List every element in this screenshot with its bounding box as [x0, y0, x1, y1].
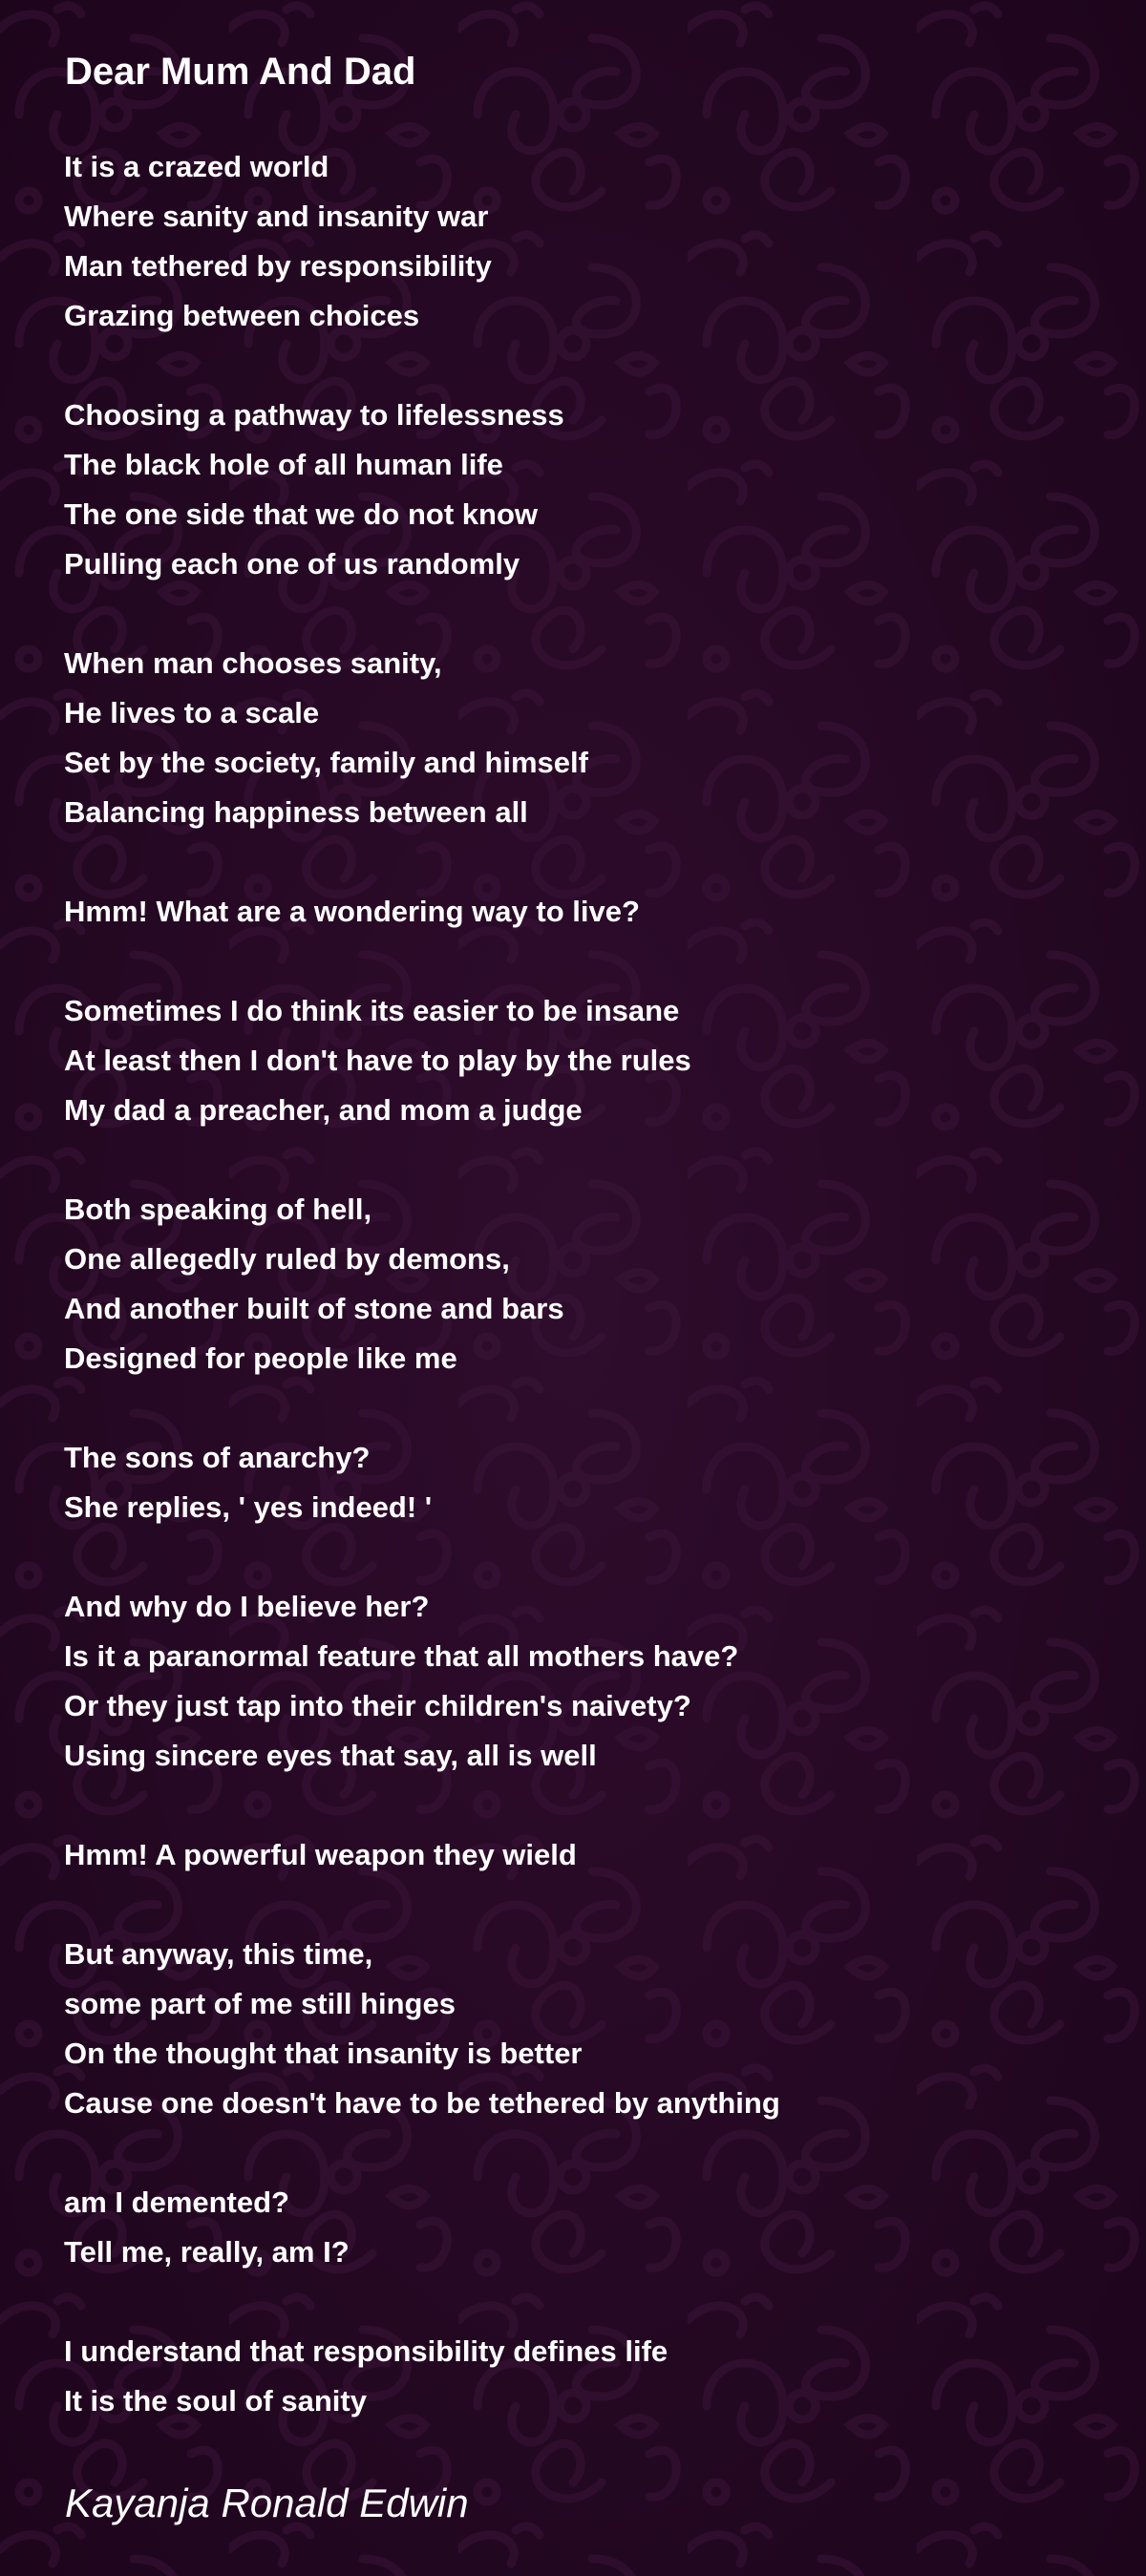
poem-line: Where sanity and insanity war	[64, 200, 489, 233]
poem-line: some part of me still hinges	[64, 1987, 456, 2020]
poem-line: The black hole of all human life	[64, 448, 503, 481]
poem-stanza	[64, 2178, 1095, 2277]
poem-stanza	[64, 986, 1095, 1135]
poem-line: Both speaking of hell,	[64, 1193, 372, 1226]
poem-line: Pulling each one of us randomly	[64, 547, 520, 581]
poem-line: It is a crazed world	[64, 150, 329, 183]
poem-line: She replies, ' yes indeed! '	[64, 1490, 433, 1524]
poem-line: Hmm! A powerful weapon they wield	[64, 1838, 577, 1871]
poem-line: On the thought that insanity is better	[64, 2037, 583, 2070]
poem-stanza	[64, 1582, 1095, 1781]
poem-line: Or they just tap into their children's naivety?	[64, 1689, 691, 1722]
poem-line: But anyway, this time,	[64, 1937, 373, 1971]
poem-line: Sometimes I do think its easier to be insane	[64, 994, 680, 1027]
poem-line: And why do I believe her?	[64, 1590, 430, 1623]
poem-line: Cause one doesn't have to be tethered by anything	[64, 2086, 780, 2120]
poem-line: The one side that we do not know	[64, 497, 539, 531]
poem-body	[64, 142, 1095, 2476]
poem-title: Dear Mum And Dad	[65, 51, 416, 93]
poem-stanza	[64, 391, 1095, 589]
poem-line: The sons of anarchy?	[64, 1441, 371, 1474]
poem-stanza	[64, 1433, 1095, 1532]
poem-stanza	[64, 2327, 1095, 2426]
poem-line: My dad a preacher, and mom a judge	[64, 1093, 583, 1127]
poem-stanza	[64, 887, 1095, 937]
poem-line: Man tethered by responsibility	[64, 249, 492, 283]
poem-line: I understand that responsibility defines life	[64, 2334, 668, 2368]
poem-line: Grazing between choices	[64, 299, 420, 332]
poem-author: Kayanja Ronald Edwin	[65, 2481, 469, 2525]
poem-line: Set by the society, family and himself	[64, 746, 588, 779]
poem-line: am I demented?	[64, 2185, 289, 2219]
poem-line: Balancing happiness between all	[64, 795, 528, 829]
poem-line: Choosing a pathway to lifelessness	[64, 398, 564, 432]
poem-line: He lives to a scale	[64, 696, 320, 729]
poem-line: Is it a paranormal feature that all mothers have?	[64, 1639, 739, 1673]
poem-line: At least then I don't have to play by the rules	[64, 1044, 691, 1077]
poem-stanza	[64, 142, 1095, 341]
poem-stanza	[64, 1930, 1095, 2128]
poem-line: Hmm! What are a wondering way to live?	[64, 895, 640, 928]
poem-line: Tell me, really, am I?	[64, 2235, 350, 2269]
poem-line: One allegedly ruled by demons,	[64, 1242, 510, 1276]
poem-stanza	[64, 639, 1095, 837]
poem-line: It is the soul of sanity	[64, 2384, 367, 2418]
poem-line: Designed for people like me	[64, 1341, 457, 1375]
poem-stanza	[64, 1185, 1095, 1383]
poem-stanza	[64, 1830, 1095, 1880]
poem-line: And another built of stone and bars	[64, 1292, 564, 1325]
poem-line: When man chooses sanity,	[64, 646, 442, 680]
poem-line: Using sincere eyes that say, all is well	[64, 1739, 597, 1772]
